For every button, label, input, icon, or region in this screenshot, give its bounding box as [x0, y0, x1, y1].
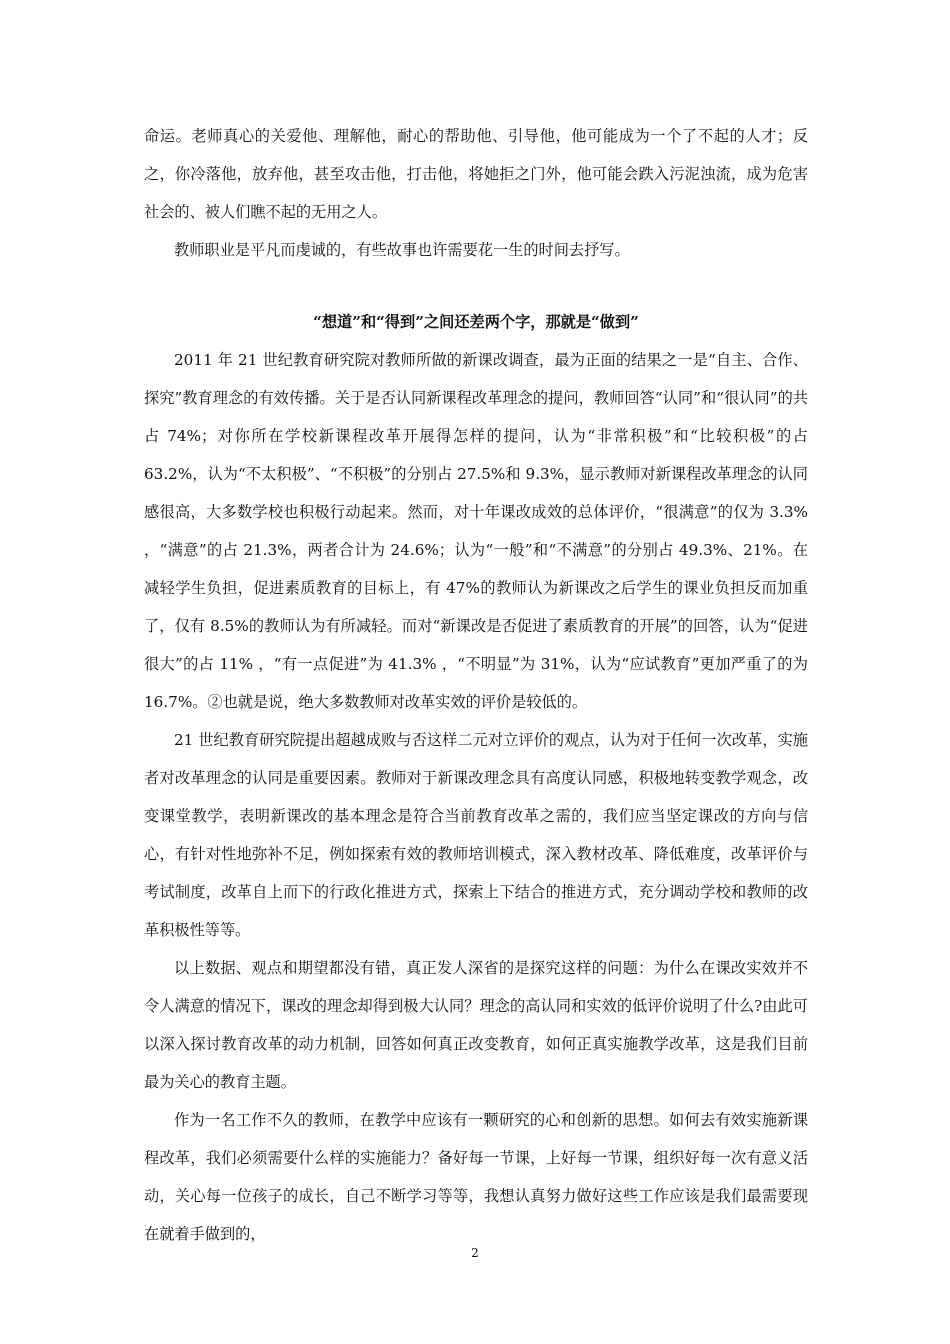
- section-title: “想道”和“得到”之间还差两个字，那就是“做到”: [313, 313, 639, 331]
- paragraph: 作为一名工作不久的教师，在教学中应该有一颗研究的心和创新的思想。如何去有效实施新课程改革，我们必须需要什么样的实施能力？备好每一节课，上好每一节课，组织好每一次有意义活动，关心每一位孩子的成长，自己不断学习等等，我想认真努力做好这些工作应该是我们最需要现在就着手做到的，: [144, 1111, 808, 1243]
- paragraph-continued: 命运。老师真心的关爱他、理解他，耐心的帮助他、引导他，他可能成为一个了不起的人才；反之，你冷落他，放弃他，甚至攻击他，打击他，将她拒之门外，他可能会跌入污泥浊流，成为危害社会的、被人们瞧不起的无用之人。: [144, 127, 808, 221]
- page-number: 2: [471, 1246, 479, 1260]
- document-body: [144, 117, 808, 1253]
- paragraph: 以上数据、观点和期望都没有错，真正发人深省的是探究这样的问题：为什么在课改实效并不令人满意的情况下，课改的理念却得到极大认同？理念的高认同和实效的低评价说明了什么?由此可以深入探讨教育改革的动力机制，回答如何真正改变教育，如何正真实施教学改革，这是我们目前最为关心的教育主题。: [144, 959, 808, 1091]
- paragraph: 2011 年 21 世纪教育研究院对教师所做的新课改调查，最为正面的结果之一是“自主、合作、探究”教育理念的有效传播。关于是否认同新课程改革理念的提问，教师回答“认同”和“很认同”的共占 74%；对你所在学校新课程改革开展得怎样的提问，认为“非常积极”和“比较积极”的占 63.2%，认为“不太积极”、“不积极”的分别占 27.5%和 9.3%，显示教师对新课程改革理念的认同感很高，大多数学校也积极行动起来。然而，对十年课改成效的总体评价，“很满意”的仅为 3.3% ，“满意”的占 21.3%，两者合计为 24.6%；认为“一般”和“不满意”的分别占 49.3%、21%。在减轻学生负担，促进素质教育的目标上，有 47%的教师认为新课改之后学生的课业负担反而加重了，仅有 8.5%的教师认为有所减轻。而对“新课改是否促进了素质教育的开展”的回答，认为“促进很大”的占 11% ，“有一点促进”为 41.3% ，“不明显”为 31%，认为“应试教育”更加严重了的为 16.7%。②也就是说，绝大多数教师对改革实效的评价是较低的。: [144, 351, 808, 711]
- paragraph: 教师职业是平凡而虔诚的，有些故事也许需要花一生的时间去抒写。: [174, 241, 630, 259]
- paragraph: 21 世纪教育研究院提出超越成败与否这样二元对立评价的观点，认为对于任何一次改革，实施者对改革理念的认同是重要因素。教师对于新课改理念具有高度认同感，积极地转变教学观念，改变课堂教学，表明新课改的基本理念是符合当前教育改革之需的，我们应当坚定课改的方向与信心，有针对性地弥补不足，例如探索有效的教师培训模式，深入教材改革、降低难度，改革评价与考试制度，改革自上而下的行政化推进方式，探索上下结合的推进方式，充分调动学校和教师的改革积极性等等。: [144, 731, 808, 939]
